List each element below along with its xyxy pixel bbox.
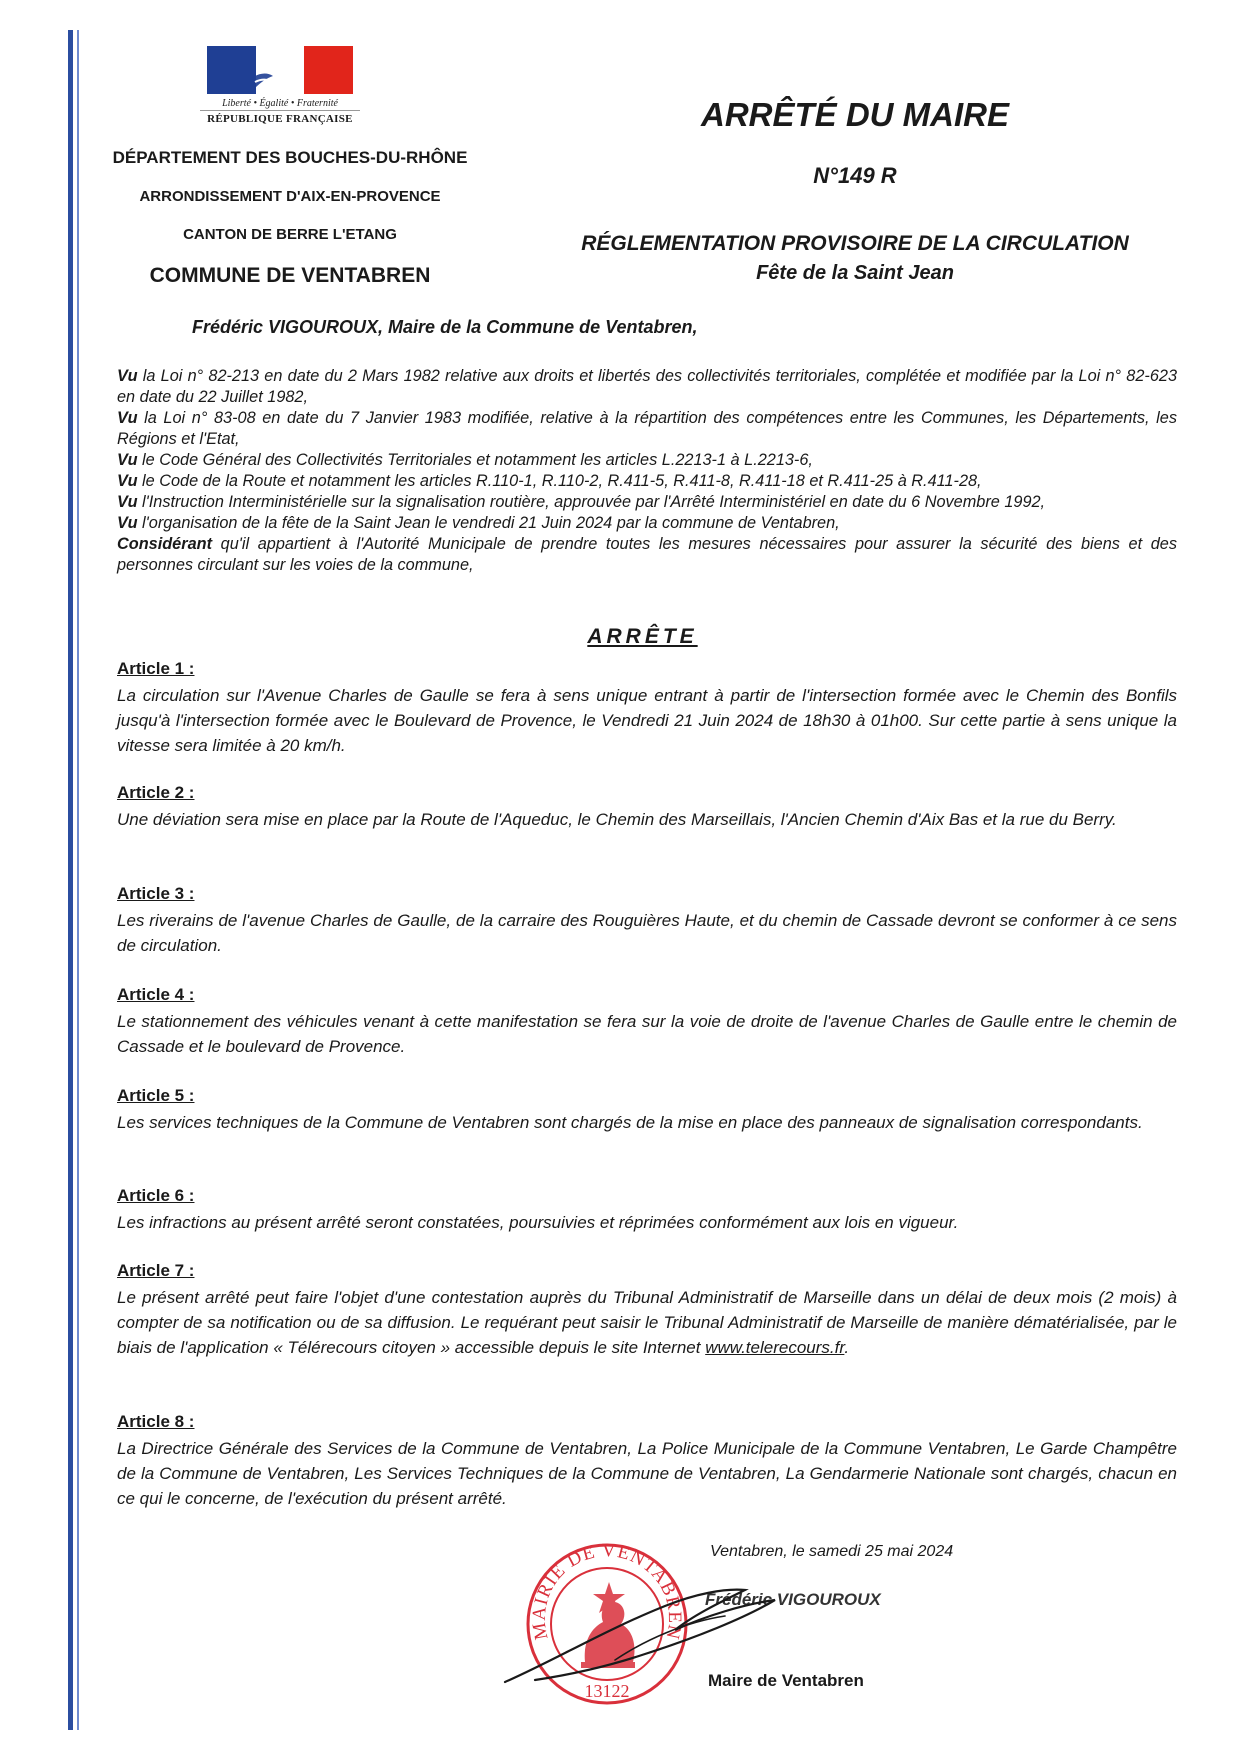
visa: Vu le Code Général des Collectivités Territoriales et notamment les articles L.2213-1 à L.2213-6, xyxy=(117,451,813,469)
canton: CANTON DE BERRE L'ETANG xyxy=(183,226,397,243)
mayor-line: Frédéric VIGOUROUX, Maire de la Commune de Ventabren, xyxy=(192,317,698,337)
article-text: Les services techniques de la Commune de Ventabren sont chargés de la mise en place des panneaux de signalisation correspondants. xyxy=(117,1113,1143,1132)
telerecours-link[interactable]: www.telerecours.fr xyxy=(705,1338,845,1357)
article-7 xyxy=(117,1259,1177,1360)
considerant: Considérant qu'il appartient à l'Autorité Municipale de prendre toutes les mesures nécessaires pour assurer la sécurité des biens et des personnes circulant sur les voies de la commune, xyxy=(117,535,1177,574)
visa: Vu l'Instruction Interministérielle sur la signalisation routière, approuvée par l'Arrêté Interministériel en date du 6 Novembre 1992, xyxy=(117,493,1046,511)
arrete-heading: ARRÊTE xyxy=(587,625,698,648)
margin-bar-thin xyxy=(77,30,79,1730)
svg-text:13122: 13122 xyxy=(584,1681,630,1701)
visa: Vu la Loi n° 82-213 en date du 2 Mars 1982 relative aux droits et libertés des collectivités territoriales, complétée et modifiée par la Loi n° 82-623 en date du 22 Juillet 1982, xyxy=(117,367,1177,406)
article-text: Le présent arrêté peut faire l'objet d'une contestation auprès du Tribunal Administratif de Marseille dans un délai de deux mois (2 mois) à compter de sa notification ou de sa diffusion. Le requérant peut saisir le Tribunal Administratif de Marseille de manière dématérialisée, par le biais de l'application « Télérecours citoyen » accessible depuis le site Internet www.telerecours.fr. xyxy=(117,1288,1177,1357)
commune: COMMUNE DE VENTABREN xyxy=(149,264,431,287)
article-label: Article 5 : xyxy=(117,1086,195,1105)
article-label: Article 7 : xyxy=(117,1261,195,1280)
document-event: Fête de la Saint Jean xyxy=(756,262,954,284)
document-subject: RÉGLEMENTATION PROVISOIRE DE LA CIRCULATION xyxy=(581,232,1129,255)
visa: Vu le Code de la Route et notamment les articles R.110-1, R.110-2, R.411-5, R.411-8, R.411-18 et R.411-25 à R.411-28, xyxy=(117,472,982,490)
motto: Liberté • Égalité • Fraternité xyxy=(222,98,338,109)
article-8 xyxy=(117,1410,1177,1511)
tricolor-flag xyxy=(207,46,353,94)
article-label: Article 3 : xyxy=(117,884,195,903)
article-text: Une déviation sera mise en place par la Route de l'Aqueduc, le Chemin des Marseillais, l'Ancien Chemin d'Aix Bas et la rue du Berry. xyxy=(117,810,1117,829)
document-number: N°149 R xyxy=(813,163,897,188)
visa: Vu l'organisation de la fête de la Saint Jean le vendredi 21 Juin 2024 par la commune de Ventabren, xyxy=(117,514,840,532)
article-text: La circulation sur l'Avenue Charles de Gaulle se fera à sens unique entrant à partir de l'intersection formée avec le Chemin des Bonfils jusqu'à l'intersection formée avec le Boulevard de Provence, le Vendredi 21 Juin 2024 de 18h30 à 01h00. Sur cette partie à sens unique la vitesse sera limitée à 20 km/h. xyxy=(117,686,1177,755)
article-text: Les riverains de l'avenue Charles de Gaulle, de la carraire des Rouguières Haute, et du chemin de Cassade devront se conformer à ce sens de circulation. xyxy=(117,911,1177,955)
article-text: Les infractions au présent arrêté seront constatées, poursuivies et réprimées conformément aux lois en vigueur. xyxy=(117,1213,959,1232)
republique-francaise: RÉPUBLIQUE FRANÇAISE xyxy=(200,110,360,125)
departement: DÉPARTEMENT DES BOUCHES-DU-RHÔNE xyxy=(112,148,468,167)
article-4 xyxy=(117,983,1177,1059)
marianne-logo xyxy=(200,46,360,125)
article-label: Article 8 : xyxy=(117,1412,195,1431)
article-label: Article 2 : xyxy=(117,783,195,802)
signatory-name: Frédéric VIGOUROUX xyxy=(705,1590,881,1609)
handwritten-signature-icon xyxy=(495,1570,795,1690)
article-text: Le stationnement des véhicules venant à cette manifestation se fera sur la voie de droite de l'avenue Charles de Gaulle entre le chemin de Cassade et le boulevard de Provence. xyxy=(117,1012,1177,1056)
document-title: ARRÊTÉ DU MAIRE xyxy=(700,96,1009,133)
article-1 xyxy=(117,657,1177,758)
visa: Vu la Loi n° 83-08 en date du 7 Janvier 1983 modifiée, relative à la répartition des compétences entre les Communes, les Départements, les Régions et l'Etat, xyxy=(117,409,1177,448)
arrondissement: ARRONDISSEMENT D'AIX-EN-PROVENCE xyxy=(139,188,441,205)
date-line: Ventabren, le samedi 25 mai 2024 xyxy=(710,1543,954,1560)
article-label: Article 6 : xyxy=(117,1186,195,1205)
visas-block xyxy=(117,366,1177,576)
article-label: Article 1 : xyxy=(117,659,195,678)
article-6 xyxy=(117,1184,1177,1235)
article-text: La Directrice Générale des Services de la Commune de Ventabren, La Police Municipale de la Commune Ventabren, Le Garde Champêtre de la Commune de Ventabren, Les Services Techniques de la Commune de Ventabren, La Gendarmerie Nationale sont chargés, chacun en ce qui le concerne, de l'exécution du présent arrêté. xyxy=(117,1439,1177,1508)
signatory-role: Maire de Ventabren xyxy=(708,1671,864,1690)
margin-bar xyxy=(68,30,73,1730)
marianne-profile-icon xyxy=(247,48,317,92)
article-2 xyxy=(117,781,1177,832)
article-label: Article 4 : xyxy=(117,985,195,1004)
article-5 xyxy=(117,1084,1177,1135)
svg-text:MAIRIE DE VENTABREN: MAIRIE DE VENTABREN xyxy=(528,1542,686,1642)
article-3 xyxy=(117,882,1177,958)
